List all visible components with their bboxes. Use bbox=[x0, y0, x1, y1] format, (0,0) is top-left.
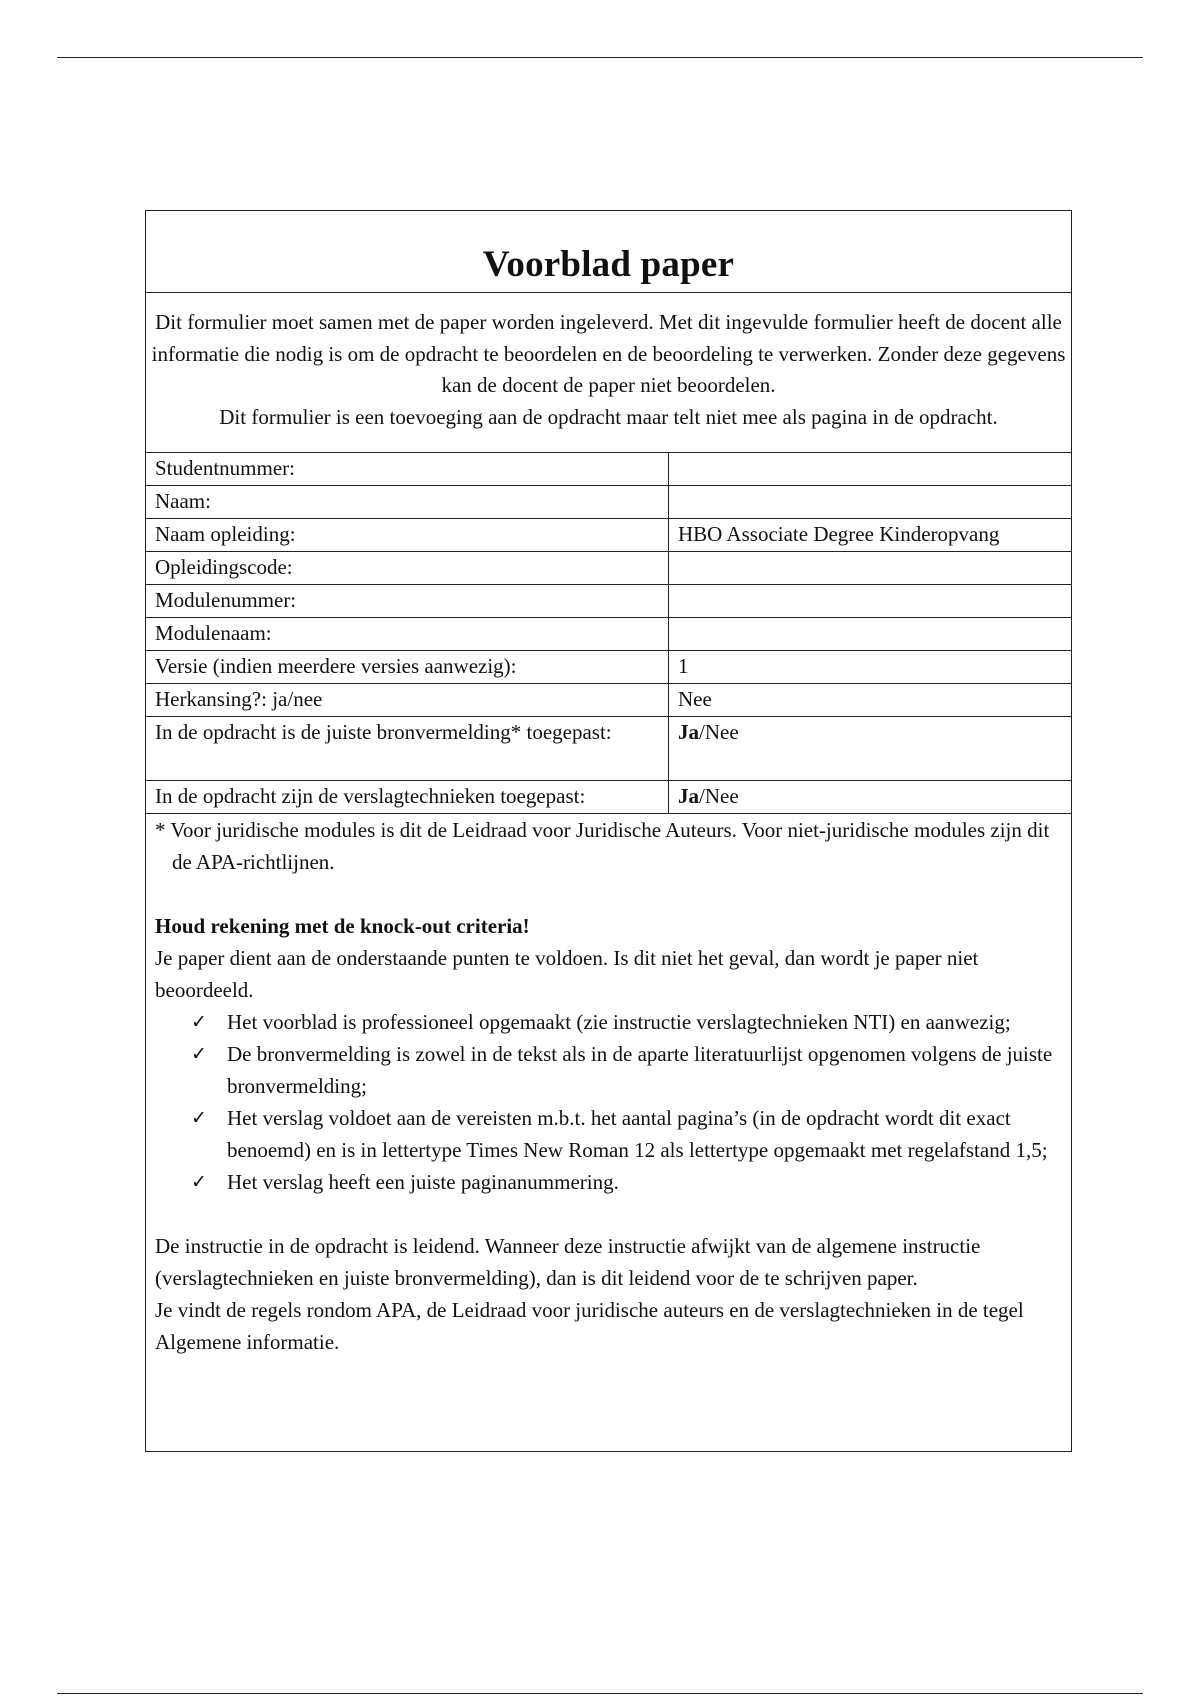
row-herkansing bbox=[146, 684, 1071, 717]
modulenaam-field[interactable] bbox=[669, 618, 1071, 650]
knockout-intro: Je paper dient aan de onderstaande punten te voldoen. Is dit niet het geval, dan wordt je paper niet beoordeeld. bbox=[155, 946, 979, 1002]
studentnummer-field[interactable] bbox=[669, 453, 1071, 485]
student-info-table bbox=[146, 453, 1071, 814]
cover-sheet-form bbox=[145, 210, 1072, 1452]
field-label: Versie (indien meerdere versies aanwezig): bbox=[146, 651, 669, 683]
intro-text bbox=[146, 293, 1071, 453]
checkmark-icon: ✓ bbox=[191, 1011, 207, 1033]
criterion-text: Het verslag heeft een juiste paginanummering. bbox=[227, 1170, 619, 1194]
modulenummer-field[interactable] bbox=[669, 585, 1071, 617]
list-item bbox=[191, 1038, 1062, 1102]
intro-paragraph-2: Dit formulier is een toevoeging aan de opdracht maar telt niet mee als pagina in de opdracht. bbox=[219, 404, 998, 429]
closing-paragraph-1: De instructie in de opdracht is leidend. Wanneer deze instructie afwijkt van de algemene instructie (verslagtechnieken en juiste bronvermelding), dan is dit leidend voor de te schrijven paper. bbox=[155, 1234, 981, 1290]
knockout-criteria-list bbox=[155, 1006, 1062, 1198]
versie-field[interactable]: 1 bbox=[678, 654, 689, 678]
field-label: Naam: bbox=[146, 486, 669, 518]
criterion-text: Het voorblad is professioneel opgemaakt (zie instructie verslagtechnieken NTI) en aanwezig; bbox=[227, 1010, 1011, 1034]
verslagtechnieken-field[interactable] bbox=[669, 781, 1071, 813]
row-versie bbox=[146, 651, 1071, 684]
row-studentnummer bbox=[146, 453, 1071, 486]
opleidingscode-field[interactable] bbox=[669, 552, 1071, 584]
header-rule bbox=[57, 57, 1143, 58]
selected-option: Ja bbox=[678, 720, 699, 744]
field-label: Opleidingscode: bbox=[146, 552, 669, 584]
row-naam bbox=[146, 486, 1071, 519]
row-bronvermelding bbox=[146, 717, 1071, 781]
checkmark-icon: ✓ bbox=[191, 1107, 207, 1129]
field-label: Modulenummer: bbox=[146, 585, 669, 617]
spacer bbox=[155, 878, 1062, 910]
criterion-text: Het verslag voldoet aan de vereisten m.b.t. het aantal pagina’s (in de opdracht wordt dit exact benoemd) en is in lettertype Times New Roman 12 als lettertype opgemaakt met regelafstand 1,5; bbox=[227, 1106, 1048, 1162]
bronvermelding-field[interactable] bbox=[669, 717, 1071, 780]
field-label: In de opdracht zijn de verslagtechnieken toegepast: bbox=[146, 781, 669, 813]
row-modulenummer bbox=[146, 585, 1071, 618]
row-verslagtechnieken bbox=[146, 781, 1071, 814]
checkmark-icon: ✓ bbox=[191, 1171, 207, 1193]
list-item bbox=[191, 1102, 1062, 1166]
spacer bbox=[155, 1198, 1062, 1230]
list-item bbox=[191, 1006, 1062, 1038]
field-label: Studentnummer: bbox=[146, 453, 669, 485]
footnote: * Voor juridische modules is dit de Leidraad voor Juridische Auteurs. Voor niet-juridische modules zijn dit de APA-richtlijnen. bbox=[155, 818, 1050, 874]
field-label: Modulenaam: bbox=[146, 618, 669, 650]
row-naam-opleiding bbox=[146, 519, 1071, 552]
list-item bbox=[191, 1166, 1062, 1198]
field-label: Naam opleiding: bbox=[146, 519, 669, 551]
field-label: Herkansing?: ja/nee bbox=[146, 684, 669, 716]
checkmark-icon: ✓ bbox=[191, 1043, 207, 1065]
knockout-heading: Houd rekening met de knock-out criteria! bbox=[155, 914, 530, 938]
row-modulenaam bbox=[146, 618, 1071, 651]
closing-paragraph-2: Je vindt de regels rondom APA, de Leidraad voor juridische auteurs en de verslagtechnieken in de tegel Algemene informatie. bbox=[155, 1298, 1024, 1354]
title-area bbox=[146, 211, 1071, 293]
field-label: In de opdracht is de juiste bronvermelding* toegepast: bbox=[146, 717, 669, 780]
footer-rule bbox=[57, 1693, 1143, 1694]
other-option: /Nee bbox=[699, 784, 739, 808]
selected-option: Ja bbox=[678, 784, 699, 808]
intro-paragraph-1: Dit formulier moet samen met de paper worden ingeleverd. Met dit ingevulde formulier heeft de docent alle informatie die nodig is om de opdracht te beoordelen en de beoordeling te verwerken. Zonder deze gegevens kan de docent de paper niet beoordelen. bbox=[151, 310, 1066, 397]
naam-field[interactable] bbox=[669, 486, 1071, 518]
criterion-text: De bronvermelding is zowel in de tekst als in de aparte literatuurlijst opgenomen volgens de juiste bronvermelding; bbox=[227, 1042, 1053, 1098]
row-opleidingscode bbox=[146, 552, 1071, 585]
other-option: /Nee bbox=[699, 720, 739, 744]
herkansing-field[interactable]: Nee bbox=[678, 687, 712, 711]
notes-section bbox=[146, 814, 1071, 1451]
naam-opleiding-field[interactable]: HBO Associate Degree Kinderopvang bbox=[678, 522, 1000, 546]
page-title: Voorblad paper bbox=[482, 244, 735, 285]
